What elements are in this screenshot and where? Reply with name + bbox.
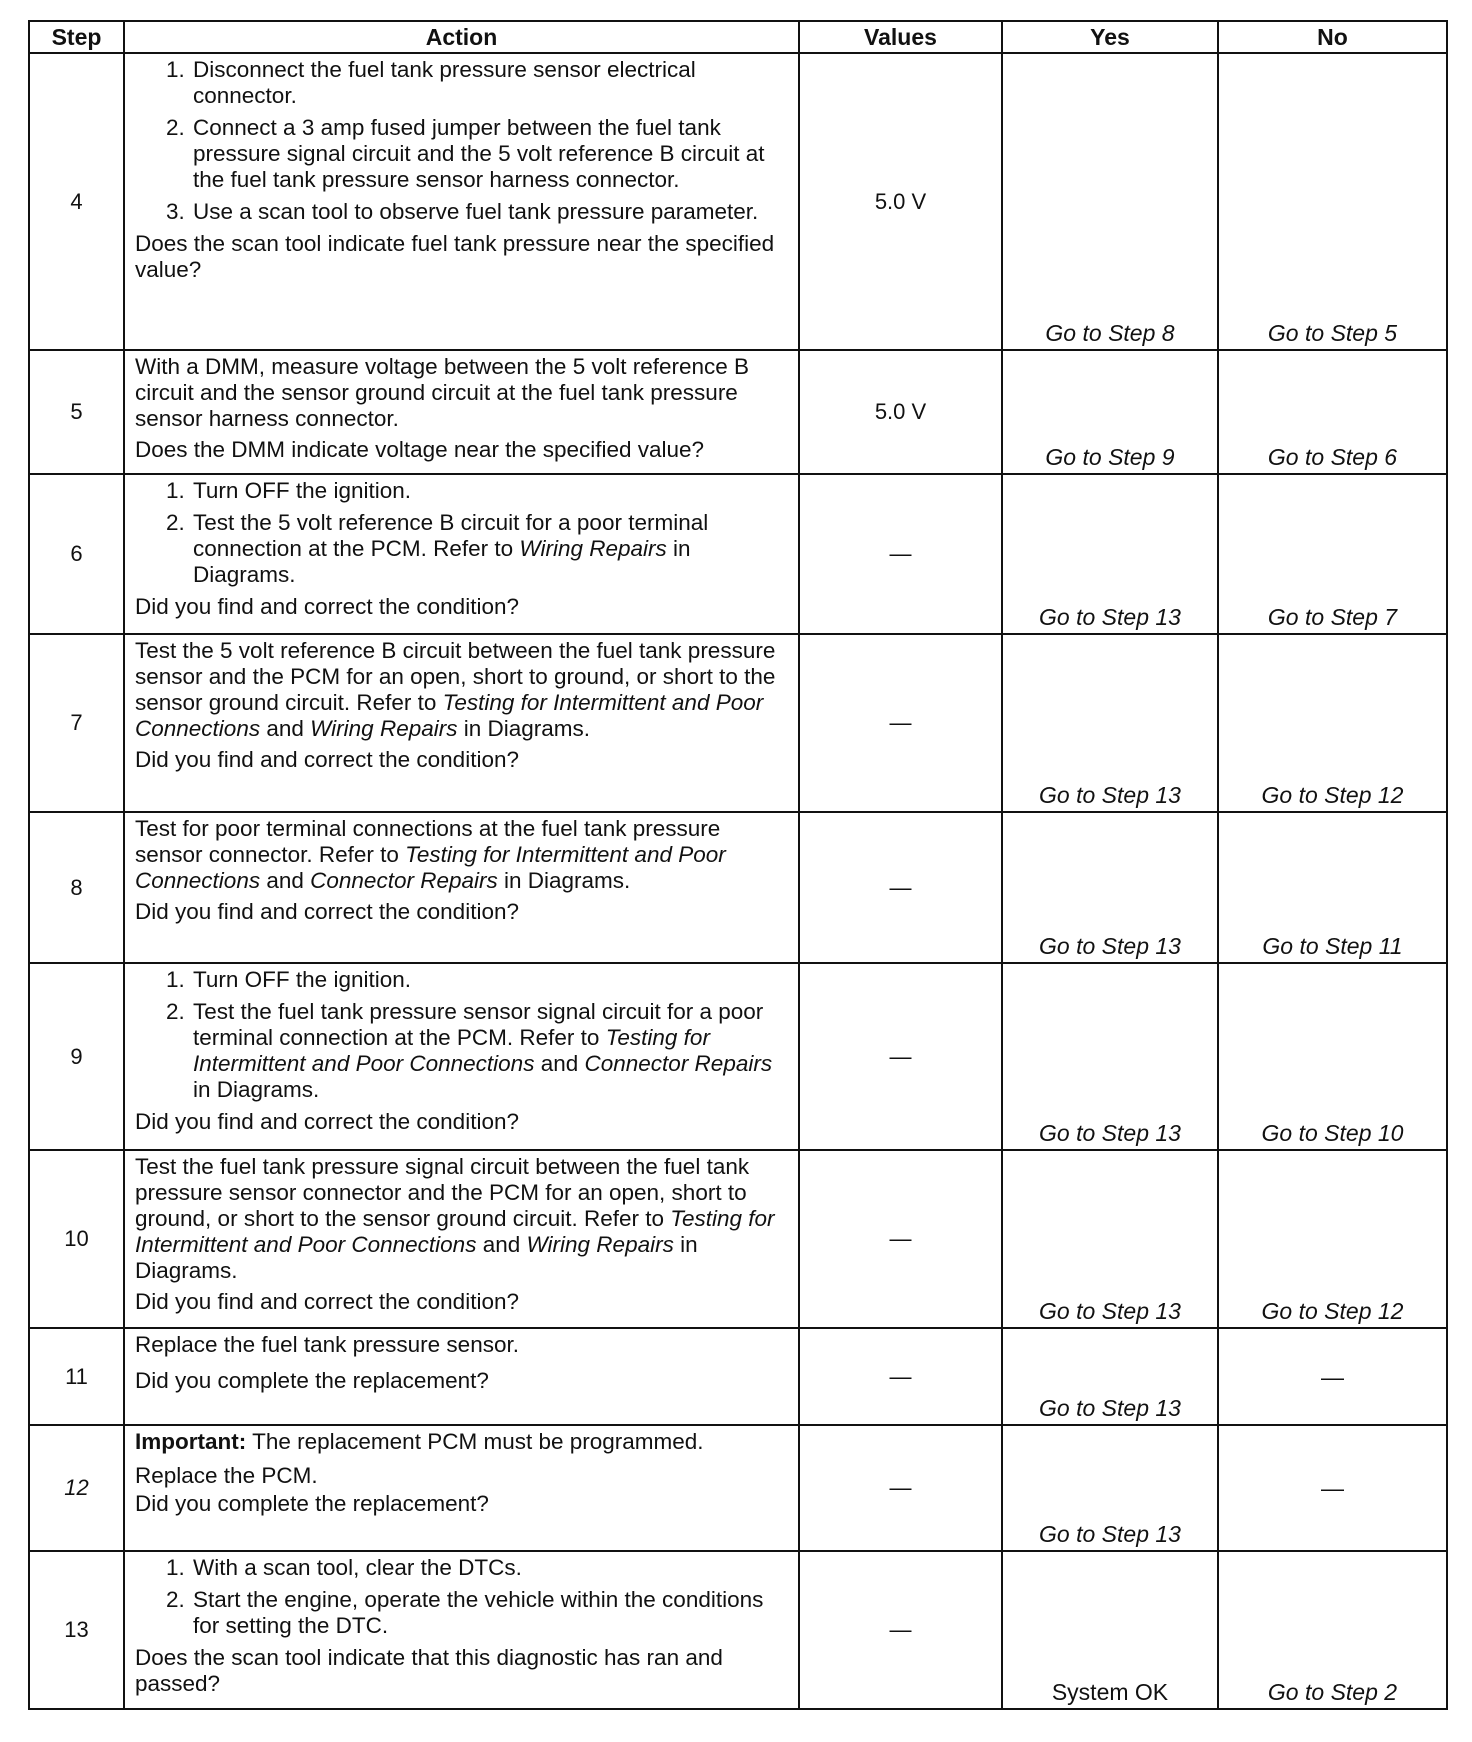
table-row-step-8 (29, 812, 1447, 963)
action-text: Test the 5 volt reference B circuit between the fuel tank pressure sensor and the PCM for an open, short to ground, or short to the sensor ground circuit. Refer to Testing for Intermittent and Poor Connections and Wiring Repairs in Diagrams. (135, 638, 776, 741)
ref-testing-intermittent: Testing for Intermittent and Poor Connections (135, 690, 764, 741)
table-row-step-11 (29, 1328, 1447, 1425)
action-cell (124, 350, 799, 474)
no-cell: Go to Step 7 (1218, 474, 1447, 634)
action-question: Did you complete the replacement? (135, 1491, 489, 1516)
action-text: Replace the fuel tank pressure sensor. (135, 1332, 519, 1357)
no-cell: Go to Step 2 (1218, 1551, 1447, 1709)
important-text: The replacement PCM must be programmed. (252, 1429, 704, 1454)
yes-cell: Go to Step 13 (1002, 1150, 1218, 1328)
action-cell (124, 634, 799, 812)
value-cell: — (799, 1328, 1002, 1425)
table-row-step-9 (29, 963, 1447, 1150)
ref-wiring-repairs: Wiring Repairs (526, 1232, 674, 1257)
action-cell (124, 474, 799, 634)
step-number: 7 (29, 634, 124, 812)
ref-connector-repairs: Connector Repairs (310, 868, 498, 893)
action-cell (124, 1425, 799, 1551)
table-row-step-7 (29, 634, 1447, 812)
action-question: Does the DMM indicate voltage near the specified value? (135, 437, 705, 462)
value-cell: — (799, 474, 1002, 634)
action-question: Did you complete the replacement? (135, 1368, 489, 1393)
step-number: 10 (29, 1150, 124, 1328)
no-cell: Go to Step 5 (1218, 53, 1447, 350)
action-cell (124, 1328, 799, 1425)
action-item: 1. With a scan tool, clear the DTCs. (191, 1555, 788, 1581)
value-cell: — (799, 963, 1002, 1150)
yes-cell: Go to Step 8 (1002, 53, 1218, 350)
action-question: Did you find and correct the condition? (135, 1109, 519, 1134)
value-cell: — (799, 1551, 1002, 1709)
header-action: Action (124, 21, 799, 53)
step-number: 12 (29, 1425, 124, 1551)
value-cell: — (799, 812, 1002, 963)
action-cell (124, 963, 799, 1150)
yes-cell: System OK (1002, 1551, 1218, 1709)
yes-cell: Go to Step 13 (1002, 963, 1218, 1150)
important-note (135, 1429, 788, 1455)
no-cell: Go to Step 12 (1218, 634, 1447, 812)
header-row (29, 21, 1447, 53)
action-text: Test for poor terminal connections at the fuel tank pressure sensor connector. Refer to Testing for Intermittent and Poor Connections and Connector Repairs in Diagrams. (135, 816, 726, 893)
action-cell (124, 1150, 799, 1328)
table-row-step-5 (29, 350, 1447, 474)
yes-cell: Go to Step 13 (1002, 634, 1218, 812)
no-cell: — (1218, 1328, 1447, 1425)
action-item: 1. Turn OFF the ignition. (191, 478, 788, 504)
action-cell (124, 812, 799, 963)
ref-wiring-repairs: Wiring Repairs (310, 716, 458, 741)
action-text: With a DMM, measure voltage between the 5 volt reference B circuit and the sensor ground circuit at the fuel tank pressure sensor harness connector. (135, 354, 750, 431)
table-row-step-10 (29, 1150, 1447, 1328)
step-number: 11 (29, 1328, 124, 1425)
yes-cell: Go to Step 13 (1002, 1328, 1218, 1425)
action-item: 1. Disconnect the fuel tank pressure sensor electrical connector. (191, 57, 788, 109)
action-question: Does the scan tool indicate that this diagnostic has ran and passed? (135, 1645, 723, 1696)
table-row-step-13 (29, 1551, 1447, 1709)
table-row-step-6 (29, 474, 1447, 634)
no-cell: Go to Step 6 (1218, 350, 1447, 474)
table-row-step-4 (29, 53, 1447, 350)
no-cell: — (1218, 1425, 1447, 1551)
action-question: Did you find and correct the condition? (135, 899, 519, 924)
action-item: 2. Connect a 3 amp fused jumper between the fuel tank pressure signal circuit and the 5 volt reference B circuit at the fuel tank pressure sensor harness connector. (191, 115, 788, 193)
action-question: Did you find and correct the condition? (135, 594, 519, 619)
header-step: Step (29, 21, 124, 53)
value-cell: — (799, 1425, 1002, 1551)
yes-cell: Go to Step 13 (1002, 474, 1218, 634)
step-number: 4 (29, 53, 124, 350)
no-cell: Go to Step 11 (1218, 812, 1447, 963)
table-row-step-12 (29, 1425, 1447, 1551)
yes-cell: Go to Step 13 (1002, 1425, 1218, 1551)
value-cell: 5.0 V (799, 350, 1002, 474)
value-cell: 5.0 V (799, 53, 1002, 350)
step-number: 5 (29, 350, 124, 474)
header-yes: Yes (1002, 21, 1218, 53)
action-text: Test the fuel tank pressure signal circuit between the fuel tank pressure sensor connector and the PCM for an open, short to ground, or short to the sensor ground circuit. Refer to Testing for Intermittent and Poor Connections and Wiring Repairs in Diagrams. (135, 1154, 775, 1283)
yes-cell: Go to Step 9 (1002, 350, 1218, 474)
value-cell: — (799, 1150, 1002, 1328)
action-question: Does the scan tool indicate fuel tank pressure near the specified value? (135, 231, 775, 282)
ref-testing-intermittent: Testing for Intermittent and Poor Connections (193, 1025, 710, 1076)
action-text: Replace the PCM. (135, 1463, 318, 1488)
action-item: 2. Test the fuel tank pressure sensor signal circuit for a poor terminal connection at the PCM. Refer to Testing for Intermittent and Poor Connections and Connector Repairs in Diagrams. (191, 999, 788, 1103)
value-cell: — (799, 634, 1002, 812)
ref-testing-intermittent: Testing for Intermittent and Poor Connections (135, 1206, 775, 1257)
no-cell: Go to Step 12 (1218, 1150, 1447, 1328)
action-cell (124, 53, 799, 350)
action-item: 2. Start the engine, operate the vehicle within the conditions for setting the DTC. (191, 1587, 788, 1639)
step-number: 9 (29, 963, 124, 1150)
action-item: 3. Use a scan tool to observe fuel tank pressure parameter. (191, 199, 788, 225)
action-question: Did you find and correct the condition? (135, 1289, 519, 1314)
action-cell (124, 1551, 799, 1709)
action-item: 1. Turn OFF the ignition. (191, 967, 788, 993)
step-number: 13 (29, 1551, 124, 1709)
action-item: 2. Test the 5 volt reference B circuit for a poor terminal connection at the PCM. Refer to Wiring Repairs in Diagrams. (191, 510, 788, 588)
step-number: 6 (29, 474, 124, 634)
no-cell: Go to Step 10 (1218, 963, 1447, 1150)
diagnostic-table (28, 20, 1448, 1710)
step-number: 8 (29, 812, 124, 963)
ref-wiring-repairs: Wiring Repairs (519, 536, 667, 561)
yes-cell: Go to Step 13 (1002, 812, 1218, 963)
header-values: Values (799, 21, 1002, 53)
ref-connector-repairs: Connector Repairs (584, 1051, 773, 1076)
ref-testing-intermittent: Testing for Intermittent and Poor Connections (135, 842, 726, 893)
header-no: No (1218, 21, 1447, 53)
important-label: Important: (135, 1429, 247, 1454)
action-question: Did you find and correct the condition? (135, 747, 519, 772)
